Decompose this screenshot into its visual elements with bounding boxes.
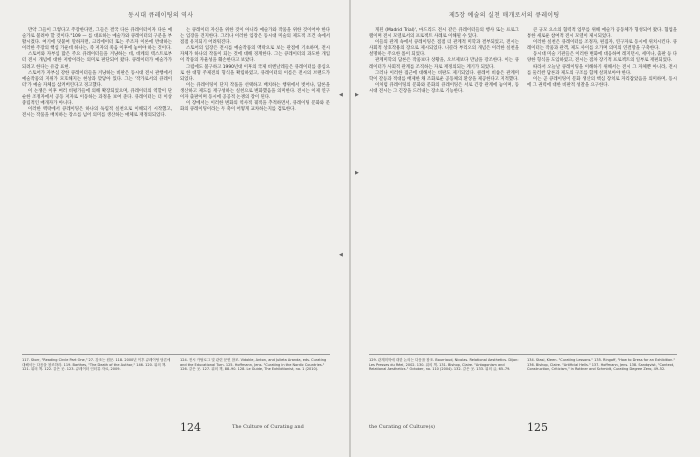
margin-arrow-icon: ▶ — [355, 92, 359, 98]
paragraph: 스토어의 입장은 전시를 예술작품의 맥락으로 보는 관점에 기초하며, 전시 자체가 하나의 작품이 되는 것에 대해 경계한다. 그는 큐레이터의 과도한 개입이 작품의 자율성을 훼손한다고 보았다. — [180, 46, 330, 64]
left-footer-title: The Culture of Curating and — [232, 424, 304, 430]
paragraph: 이러한 맥락에서 큐레이팅은 하나의 독립적 실천으로 이해되기 시작했고, 전시는 작품을 배치하는 장소를 넘어 의미를 생산하는 매체로 재정의되었다. — [22, 107, 172, 119]
margin-arrow-icon: ▶ — [355, 170, 359, 176]
right-footnotes-2: 134. Stasi, Kleen. "Curating Lessons." 135. Ringoff, "How to Dress for an Exhibition." 136. Bishop, Claire. "Artificial Hells." 137. Hoffmann, Jens. 138. Sandqvist, "Context, Construction, Criticism," in Rottner and Schmidt, Curating Degree Zero, 49–52. — [527, 358, 676, 372]
right-column-1 — [369, 28, 519, 95]
left-column-2 — [180, 28, 330, 113]
paragraph: 스토어와 자부심 많은 주요 큐레이터들을 겨냥하는 데, 데케의 텍스트로부터 전시 개념에 대한 저항이라는 의미로 판단되어 왔다. 큐레이터가 예술가가 되려고 한다는 유감 표현. — [22, 52, 172, 70]
paragraph: 이는 큐레이팅이 단지 작품을 선택하고 배치하는 행위에서 벗어나, 담론을 생산하고 제도를 재구성하는 실천으로 변화했음을 의미한다. 전시는 이제 연구이자 출판이며 동시에 공공적 논쟁의 장이 된다. — [180, 82, 330, 101]
footnote-rule — [369, 354, 677, 355]
right-page — [351, 0, 700, 457]
paragraph: 는 큐레이터 자신을 위한 것이 아니라 예술가와 작품을 위한 것이어야 한다는 입장을 견지한다. 그러나 이러한 입장은 동시대 미술의 제도적 조건 속에서 점점 유지되기 어려워진다. — [180, 28, 330, 46]
left-column-1 — [22, 28, 172, 119]
paragraph: 관계미학의 담론은 작품보다 상황을, 오브제보다 만남을 강조한다. 이는 큐레이터가 사회적 관계를 조직하는 자로 재정의되는 계기가 되었다. — [369, 58, 519, 70]
paragraph: 이처럼 큐레이팅의 문화와 문화의 큐레이팅은 서로 긴장 관계에 놓이며, 동시대 전시는 그 긴장을 드러내는 장소로 기능한다. — [369, 82, 519, 94]
paragraph: 이는 곧 큐레이팅이 문화 생산의 핵심 장치로 자리잡았음을 의미하며, 동시에 그 권력에 대한 비판적 성찰을 요구한다. — [527, 76, 677, 88]
paragraph: 스토어가 자부심 강한 큐레이터들을 겨냥하는 비판은 동시대 전시 관행에서 예술작품의 지위가 모호해지는 현상과 맞닿아 있다. 그는 '작가로서의 큐레이터'가 예술 자체를 삼켜버린다고 경고했다. — [22, 70, 172, 88]
paragraph: 이 논쟁은 이후 여러 비평가들에 의해 확장되었으며, 큐레이터의 역할이 단순한 조정자에서 공동 저자로 이동하는 과정을 보여 준다. 큐레이터는 더 이상 중립적인 매개자가 아니다. — [22, 88, 172, 107]
paragraph: 이들의 관계 속에서 큐레이팅은 점점 더 관계적 미학과 결부되었고, 전시는 사회적 상호작용의 장으로 제시되었다. 니콜라 부리오의 개념은 이러한 실천을 설명하는 주요한 틀이 되었다. — [369, 40, 519, 58]
left-footnotes-1: 117. Storr, "Reading Circle Part One," 27. 강조는 원문. 118. 2000년 이후 큐레이팅 담론에 대해서는 다음을 참조하라. 119. Barthes, "The Death of the Author," 146. 120. 위의 책. 121. 위의 책. 122. 같은 곳. 123. 큐레이터 인터뷰 자료, 2009. — [22, 358, 171, 372]
paragraph: 그럼에도 불구하고 1990년대 이후의 국제 비엔날레들은 큐레이터를 중심으로 한 대형 주제전의 형식을 확립하였고, 큐레이터의 이름은 전시의 브랜드가 되었다. — [180, 64, 330, 82]
right-footnotes-1: 129. 관계미학에 대한 논의는 다음을 참조. Bourriaud, Nicolas. Relational Aesthetics. Dijon: Les Presses du Réel, 2002. 130. 위의 책. 131. Bishop, Claire. "Antagonism and Relational Aesthetics." October, no. 110 (2004). 132. 같은 곳. 133. 위의 글, 65–79. — [369, 358, 519, 372]
paragraph: 큰 규모 요소의 협력적 업무를 위해 예술가 공동체가 형성되어 왔다. 협업을 통한 새로운 참여적 전시 모델이 제시되었다. — [527, 28, 677, 40]
left-footnotes-2: 124. 전시 카탈로그 및 관련 문헌 참조. Vidokle, Anton, and Julieta Aranda, eds. Curating and the Educational Turn. 125. Hoffmann, Jens. "Curating in the Nordic Countries." 126. 같은 곳. 127. 위의 책, 88–90. 128. Le Guide, The Exhibitionist, no. 1 (2010). — [180, 358, 327, 372]
paragraph: 만약 그들이 그렇다고 주장한다면, 그들은 결국 다른 큐레이터이자 다른 예술가로 불려야 할 것이다."109 — 를 대표하는 예술가와 큐레이터의 구분을 부활시켰다. 여기에 덧붙여 말하자면, 크리에이터 또는 주조자 이론에 반대하는 이러한 주장의 핵심 가운데 하나는, 즉 저자의 죽음 이후에 놓여야 하는 것이다. — [22, 28, 172, 52]
paragraph: 게된 (Madrid Trial)', 마드리드 전시 같은 큐레이터들의 행사 또는 프로그램이며 전시 모델로서의 프로젝트 사례로 이해될 수 있다. — [369, 28, 519, 40]
right-running-head: 제5장 예술의 실천 매개로서의 큐레이팅 — [449, 12, 560, 19]
right-column-2 — [527, 28, 677, 89]
footnote-rule — [22, 354, 330, 355]
paragraph: 따라서 오늘날 큐레이팅을 이해하기 위해서는 전시 그 자체뿐 아니라, 전시를 둘러싼 담론과 제도의 구조를 함께 살펴보아야 한다. — [527, 64, 677, 76]
paragraph: 이 장에서는 이러한 변화의 역사적 궤적을 추적하면서, 큐레이팅 문화와 문화의 큐레이팅이라는 두 축이 어떻게 교차하는지를 검토한다. — [180, 101, 330, 113]
margin-arrow-icon: ◀ — [339, 252, 343, 258]
paragraph: 이러한 실천은 큐레이터를 조정자, 편집자, 연구자로 동시에 위치시킨다. 큐레이터는 작품과 관객, 제도 사이를 오가며 의미의 연결망을 구축한다. — [527, 40, 677, 52]
right-page-number: 125 — [527, 421, 548, 434]
left-page — [0, 0, 349, 457]
left-page-number: 124 — [180, 421, 201, 434]
left-running-head: 동시대 큐레이팅의 역사 — [128, 12, 194, 19]
margin-arrow-icon: ◀ — [339, 92, 343, 98]
paragraph: 동시대 미술 기관들은 이러한 변화에 대응하여 레지던시, 세미나, 출판 등 다양한 형식을 도입하였고, 전시는 점차 장기적 프로젝트의 일부로 재편되었다. — [527, 52, 677, 64]
right-footer-title: the Curating of Culture(s) — [369, 424, 435, 430]
paragraph: 그러나 이러한 접근에 대해서는 비판도 제기되었다. 클레어 비숍은 관계미학이 갈등과 적대를 배제한 채 조화로운 공동체의 환상을 제공한다고 지적했다. — [369, 70, 519, 82]
